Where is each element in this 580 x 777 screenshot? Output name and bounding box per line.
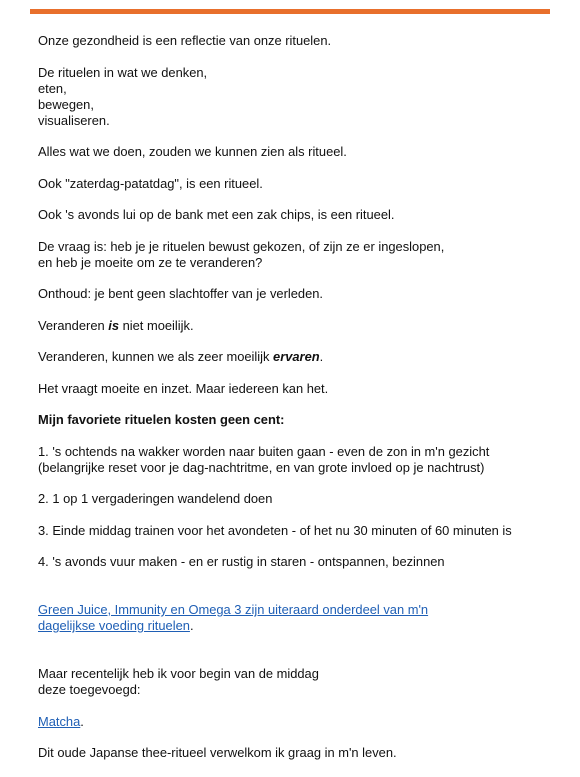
paragraph-experience-hard bbox=[38, 349, 558, 365]
recently-line-2: deze toegevoegd: bbox=[38, 682, 141, 697]
ritual-line-think: De rituelen in wat we denken, bbox=[38, 64, 208, 80]
ritual-line-move: bewegen, bbox=[38, 96, 94, 112]
ritual-item-4: 4. 's avonds vuur maken - en er rustig in staren - ontspannen, bezinnen bbox=[38, 554, 445, 569]
paragraph-matcha bbox=[38, 714, 558, 730]
ritual-item-1 bbox=[38, 444, 558, 476]
experience-emphasis: ervaren bbox=[273, 349, 320, 364]
ritual-item-2: 2. 1 op 1 vergaderingen wandelend doen bbox=[38, 491, 273, 506]
paragraph-not-victim: Onthoud: je bent geen slachtoffer van je verleden. bbox=[38, 286, 323, 301]
change-text-end: niet moeilijk. bbox=[119, 317, 194, 333]
paragraph-rituals-list bbox=[38, 65, 558, 129]
experience-text-end: . bbox=[319, 349, 324, 364]
paragraph-health-reflection: Onze gezondheid is een reflectie van onze rituelen. bbox=[38, 33, 332, 48]
paragraph-recently-added bbox=[38, 666, 558, 698]
paragraph-question bbox=[38, 239, 558, 271]
ritual-item-3: 3. Einde middag trainen voor het avondeten - of het nu 30 minuten of 60 minuten is bbox=[38, 522, 512, 538]
ritual-item-1-line-2: (belangrijke reset voor je dag-nachtritme, en van grote invloed op je nachtrust) bbox=[38, 459, 485, 475]
experience-text-start: Veranderen, kunnen we als zeer moeilijk bbox=[38, 349, 274, 364]
header-accent-bar bbox=[30, 9, 550, 14]
paragraph-japanese-tea: Dit oude Japanse thee-ritueel verwelkom ik graag in m'n leven. bbox=[38, 745, 397, 760]
favorite-rituals-heading: Mijn favoriete rituelen kosten geen cent: bbox=[38, 412, 285, 427]
article-body bbox=[38, 33, 558, 777]
green-juice-link[interactable] bbox=[38, 602, 428, 633]
change-emphasis: is bbox=[108, 317, 120, 333]
matcha-period: . bbox=[80, 713, 84, 729]
ritual-item-1-line-1: 1. 's ochtends na wakker worden naar buiten gaan - even de zon in m'n gezicht bbox=[38, 443, 490, 459]
recently-line-1: Maar recentelijk heb ik voor begin van de middag bbox=[38, 666, 319, 681]
paragraph-everything-ritual: Alles wat we doen, zouden we kunnen zien als ritueel. bbox=[38, 144, 347, 159]
ritual-line-visualize: visualiseren. bbox=[38, 112, 110, 128]
green-juice-link-line-2: dagelijkse voeding rituelen bbox=[38, 618, 190, 633]
question-line-2: en heb je moeite om ze te veranderen? bbox=[38, 254, 263, 270]
paragraph-saturday-fries: Ook "zaterdag-patatdag", is een ritueel. bbox=[38, 175, 263, 191]
paragraph-green-juice bbox=[38, 602, 558, 634]
change-text-start: Veranderen bbox=[38, 317, 109, 333]
paragraph-change-not-hard bbox=[38, 318, 558, 334]
matcha-link[interactable]: Matcha bbox=[38, 713, 81, 729]
paragraph-effort: Het vraagt moeite en inzet. Maar iedereen kan het. bbox=[38, 380, 329, 396]
question-line-1: De vraag is: heb je je rituelen bewust gekozen, of zijn ze er ingeslopen, bbox=[38, 238, 445, 254]
green-juice-link-line-1: Green Juice, Immunity en Omega 3 zijn uiteraard onderdeel van m'n bbox=[38, 602, 429, 617]
green-juice-period: . bbox=[189, 618, 194, 633]
paragraph-couch-chips: Ook 's avonds lui op de bank met een zak chips, is een ritueel. bbox=[38, 207, 395, 222]
ritual-line-eat: eten, bbox=[38, 80, 67, 96]
